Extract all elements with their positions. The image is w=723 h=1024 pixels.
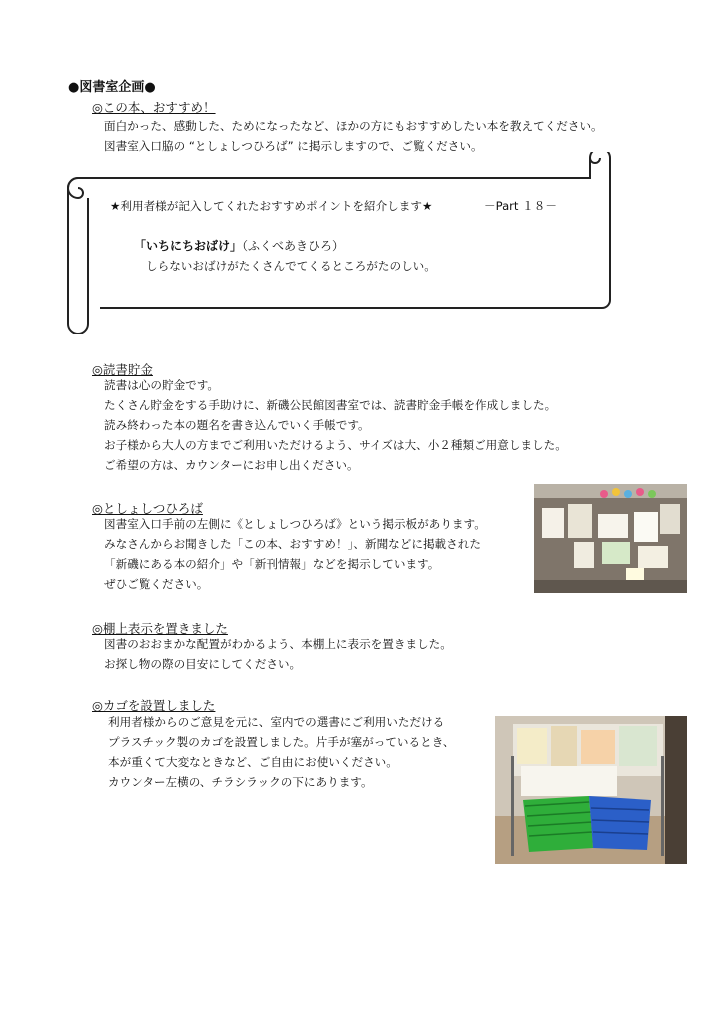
chokin-line: 読書は心の貯金です。	[104, 378, 220, 392]
hiroba-line: ぜひご覧ください。	[104, 577, 209, 591]
scroll-part: －Part １８－	[484, 199, 557, 213]
osusume-heading: ◎この本、おすすめ！	[92, 100, 216, 115]
book-comment: しらないおばけがたくさんでてくるところがたのしい。	[146, 259, 436, 273]
hiroba-line: 図書室入口手前の左側に《としょしつひろば》という掲示板があります。	[104, 517, 486, 531]
book-author: （ふくべあきひろ）	[242, 239, 345, 253]
basket-photo	[495, 716, 687, 864]
kago-line: 本が重くて大変なときなど、ご自由にお使いください。	[108, 755, 398, 769]
osusume-line: 図書室入口脇の “としょしつひろば” に掲示しますので、ご覧ください。	[104, 139, 483, 153]
hiroba-heading: ◎としょしつひろば	[92, 501, 203, 516]
chokin-line: お子様から大人の方までご利用いただけるよう、サイズは大、小２種類ご用意しました。	[104, 438, 567, 452]
tanaue-text	[104, 634, 452, 674]
osusume-text	[104, 116, 603, 156]
kago-line: プラスチック製のカゴを設置しました。片手が塞がっているとき、	[108, 735, 455, 749]
osusume-line: 面白かった、感動した、ためになったなど、ほかの方にもおすすめしたい本を教えてください。	[104, 119, 603, 133]
tanaue-line: 図書のおおまかな配置がわかるよう、本棚上に表示を置きました。	[104, 637, 452, 651]
scroll-intro: ★利用者様が記入してくれたおすすめポイントを紹介します★	[110, 199, 433, 213]
kago-heading: ◎カゴを設置しました	[92, 698, 216, 713]
chokin-text	[104, 375, 567, 475]
chokin-line: ご希望の方は、カウンターにお申し出ください。	[104, 458, 359, 472]
kago-text	[108, 712, 454, 792]
chokin-line: たくさん貯金をする手助けに、新磯公民館図書室では、読書貯金手帳を作成しました。	[104, 398, 557, 412]
bulletin-board-photo	[534, 484, 687, 593]
page-title: ●図書室企画●	[68, 80, 156, 95]
hiroba-line: 「新磯にある本の紹介」や「新刊情報」などを掲示しています。	[104, 557, 440, 571]
chokin-line: 読み終わった本の題名を書き込んでいく手帳です。	[104, 418, 370, 432]
chokin-heading: ◎読書貯金	[92, 362, 153, 377]
tanaue-heading: ◎棚上表示を置きました	[92, 621, 228, 636]
kago-line: 利用者様からのご意見を元に、室内での選書にご利用いただける	[108, 715, 445, 729]
book-title: 「いちにちおばけ」	[134, 239, 243, 253]
kago-line: カウンター左横の、チラシラックの下にあります。	[108, 775, 373, 789]
tanaue-line: お探し物の際の目安にしてください。	[104, 657, 302, 671]
hiroba-text	[104, 514, 486, 594]
hiroba-line: みなさんからお聞きした「この本、おすすめ！」、新聞などに掲載された	[104, 537, 481, 551]
